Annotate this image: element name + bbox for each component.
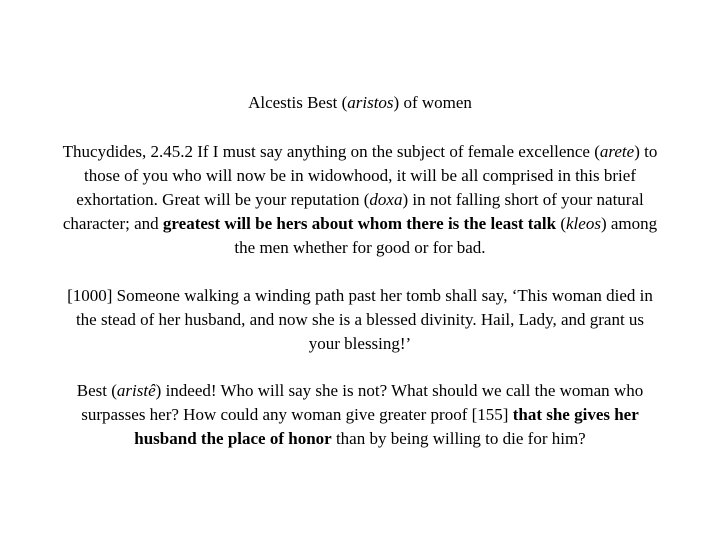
quote-text: ) among — [600, 214, 658, 233]
quote-text: ( — [556, 214, 566, 233]
greek-term-arete: arete — [599, 142, 635, 161]
quote-text: ) in not falling short of your natural — [402, 190, 644, 209]
alcestis-passage-1000 — [0, 284, 720, 356]
title-text: Alcestis Best ( — [248, 93, 348, 112]
greek-term-doxa: doxa — [369, 190, 403, 209]
quote-text: ) to — [634, 142, 658, 161]
thucydides-quote — [0, 140, 720, 260]
passage-line-3: your blessing!’ — [308, 334, 412, 353]
quote-text: character; and — [62, 214, 163, 233]
passage-text: Best ( — [76, 381, 117, 400]
quote-line-4 — [0, 212, 720, 236]
passage-line-2 — [0, 403, 720, 427]
passage-line-2: the stead of her husband, and now she is a blessed divinity. Hail, Lady, and grant us — [75, 310, 645, 329]
greek-term-ariste: aristê — [116, 381, 156, 400]
title-greek-term: aristos — [347, 93, 394, 112]
passage-line-1: [1000] Someone walking a winding path past her tomb shall say, ‘This woman died in — [67, 286, 653, 305]
bold-emphasis: that she gives her — [512, 405, 639, 424]
bold-emphasis: husband the place of honor — [134, 429, 332, 448]
bold-emphasis: greatest will be hers about whom there is the least talk — [162, 214, 557, 233]
passage-text: ) indeed! Who will say she is not? What should we call the woman who — [155, 381, 644, 400]
passage-line-1 — [0, 379, 720, 403]
passage-line-3 — [0, 427, 720, 451]
quote-line-5: the men whether for good or for bad. — [234, 238, 486, 257]
alcestis-passage-155 — [0, 379, 720, 451]
slide-title — [0, 92, 720, 114]
quote-text: exhortation. Great will be your reputation ( — [76, 190, 370, 209]
passage-text: than by being willing to die for him? — [331, 429, 586, 448]
passage-text: surpasses her? How could any woman give greater proof [155] — [81, 405, 513, 424]
quote-line-1 — [0, 140, 720, 164]
quote-line-2: those of you who will now be in widowhood, it will be all comprised in this brief — [84, 166, 636, 185]
quote-text: Thucydides, 2.45.2 If I must say anything on the subject of female excellence ( — [62, 142, 600, 161]
greek-term-kleos: kleos — [566, 214, 601, 233]
quote-line-3 — [0, 188, 720, 212]
title-text-end: ) of women — [393, 93, 472, 112]
